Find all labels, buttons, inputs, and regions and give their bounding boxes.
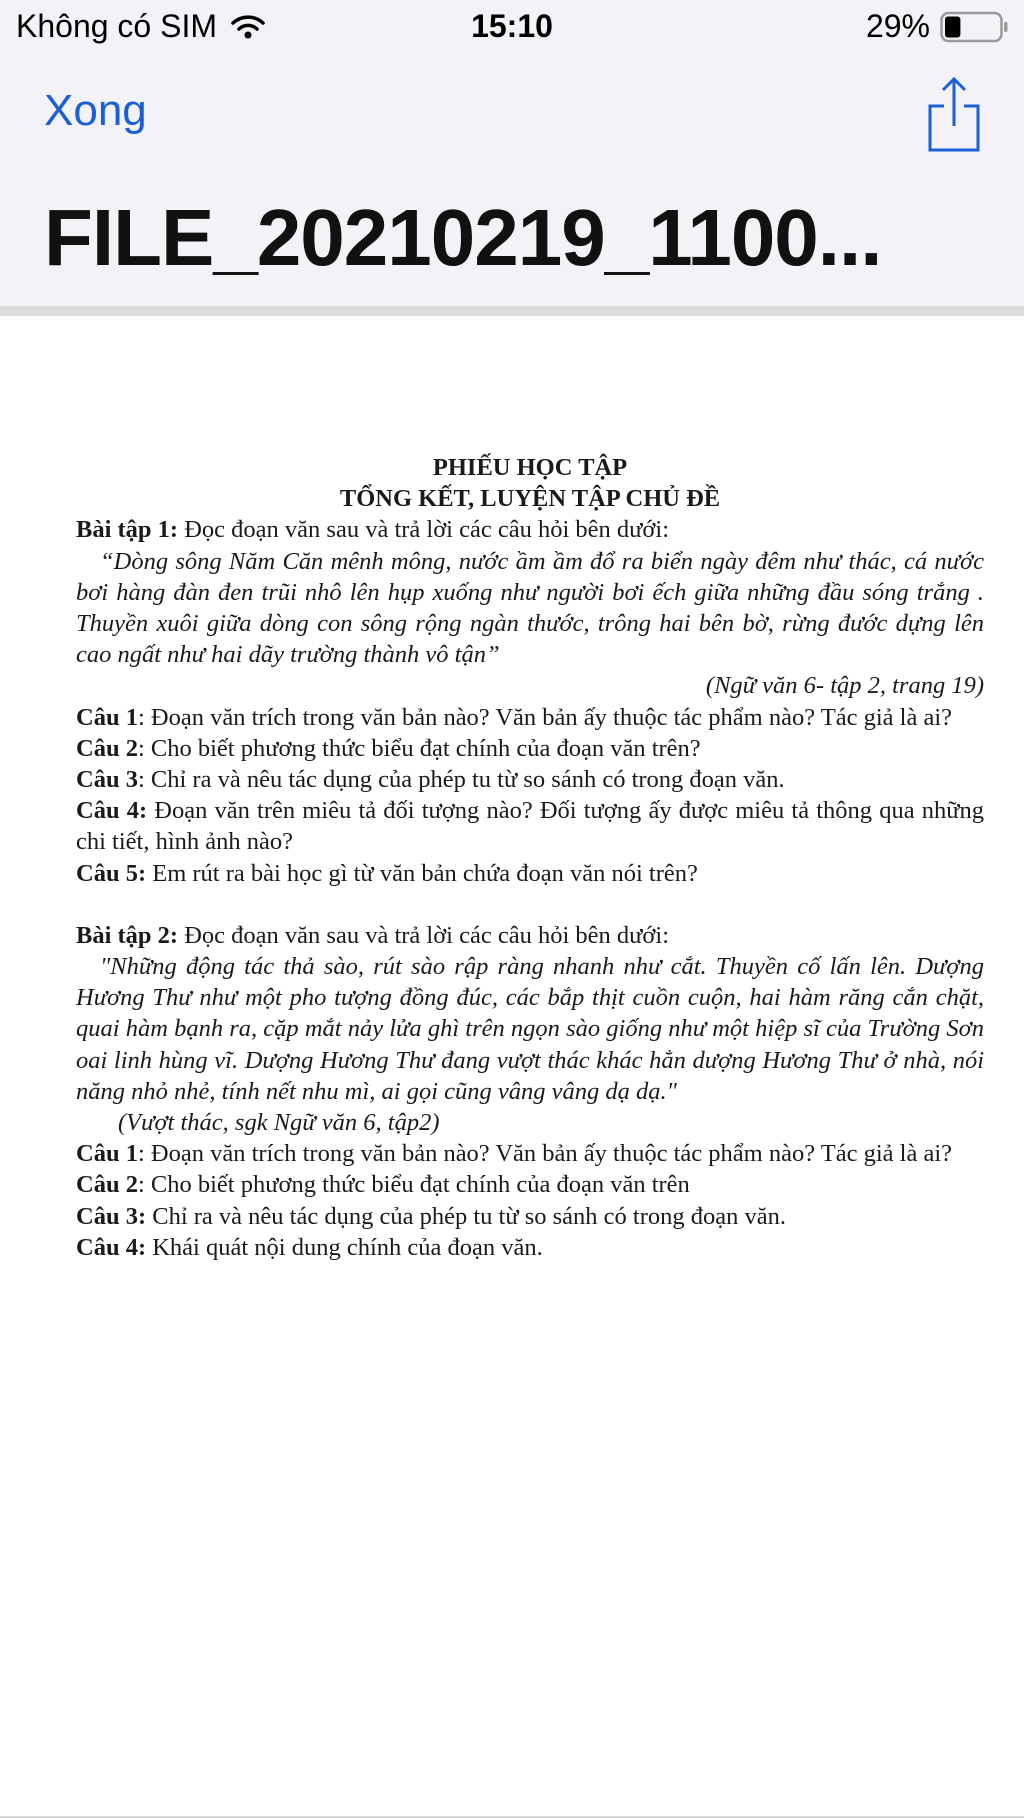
carrier-label: Không có SIM: [16, 8, 217, 44]
ex1-question: [76, 858, 984, 889]
question-label: Câu 5:: [76, 859, 147, 887]
ex1-question: [76, 764, 984, 795]
ex2-question: [76, 1232, 984, 1263]
question-label: Câu 3:: [76, 1202, 147, 1230]
question-label: Câu 3: [76, 766, 138, 794]
exercise-1-instruction-text: Đọc đoạn văn sau và trả lời các câu hỏi bên dưới:: [178, 516, 670, 544]
ex1-question: [76, 702, 984, 733]
status-time: 15:10: [471, 8, 553, 44]
status-bar: [0, 0, 1024, 56]
question-text: : Đoạn văn trích trong văn bản nào? Văn bản ấy thuộc tác phẩm nào? Tác giả là ai?: [137, 703, 953, 731]
question-text: Em rút ra bài học gì từ văn bản chứa đoạn văn nói trên?: [146, 859, 698, 887]
ex2-question: [76, 1138, 984, 1169]
done-button[interactable]: Xong: [44, 86, 147, 135]
ex1-question: [76, 795, 984, 857]
share-icon[interactable]: [926, 76, 982, 152]
exercise-2-passage: "Những động tác thả sào, rút sào rập ràng nhanh như cắt. Thuyền cố lấn lên. Dượng Hương Thư như một pho tượng đồng đúc, các bắp thịt cuồn cuộn, hai hàm răng cắn chặt, quai hàm bạnh ra, cặp mắt nảy lửa ghì trên ngọn sào giống như một hiệp sĩ của Trường Sơn oai linh hùng vĩ. Dượng Hương Thư đang vượt thác khác hẳn dượng Hương Thư ở nhà, nói năng nhỏ nhẻ, tính nết nhu mì, ai gọi cũng vâng vâng dạ dạ.": [76, 953, 984, 1105]
document-title: FILE_20210219_1100...: [44, 193, 882, 282]
question-text: : Chỉ ra và nêu tác dụng của phép tu từ so sánh có trong đoạn văn.: [137, 766, 785, 794]
question-label: Câu 4:: [76, 797, 148, 825]
question-label: Câu 1: [76, 1140, 138, 1168]
question-label: Câu 1: [76, 703, 138, 731]
battery-percentage: 29%: [865, 8, 930, 44]
section-gap: [76, 889, 984, 920]
ex2-question: [76, 1169, 984, 1200]
exercise-2-source: (Vượt thác, sgk Ngữ văn 6, tập2): [118, 1109, 440, 1137]
exercise-1-label: Bài tập 1:: [76, 516, 179, 544]
exercise-1-source: (Ngữ văn 6- tập 2, trang 19): [705, 672, 984, 700]
navigation-header: [0, 0, 1024, 310]
question-text: Chỉ ra và nêu tác dụng của phép tu từ so sánh có trong đoạn văn.: [146, 1202, 787, 1230]
ex1-question: [76, 733, 984, 764]
doc-heading-1: PHIẾU HỌC TẬP: [432, 454, 628, 481]
battery-icon: [940, 11, 1008, 43]
ex2-question: [76, 1201, 984, 1232]
exercise-2-instruction-text: Đọc đoạn văn sau và trả lời các câu hỏi bên dưới:: [178, 921, 670, 949]
exercise-1-passage: “Dòng sông Năm Căn mênh mông, nước ầm ầm đổ ra biển ngày đêm như thác, cá nước bơi hàng đàn đen trũi nhô lên hụp xuống như người bơi ếch giữa những đầu sóng trắng . Thuyền xuôi giữa dòng con sông rộng ngàn thước, trông hai bên bờ, rừng đước dựng lên cao ngất như hai dãy trường thành vô tận”: [76, 547, 984, 669]
document-page[interactable]: [76, 452, 984, 1263]
exercise-2-label: Bài tập 2:: [76, 921, 179, 949]
exercise-2-instruction: [76, 920, 984, 951]
question-label: Câu 4:: [76, 1233, 147, 1261]
question-text: : Cho biết phương thức biểu đạt chính của đoạn văn trên: [137, 1171, 690, 1199]
question-text: Khái quát nội dung chính của đoạn văn.: [146, 1233, 543, 1261]
header-divider: [0, 306, 1024, 316]
bottom-divider: [0, 1816, 1024, 1818]
question-text: : Cho biết phương thức biểu đạt chính của đoạn văn trên?: [137, 734, 701, 762]
question-label: Câu 2: [76, 1171, 138, 1199]
question-text: : Đoạn văn trích trong văn bản nào? Văn bản ấy thuộc tác phẩm nào? Tác giả là ai?: [137, 1140, 953, 1168]
question-text: Đoạn văn trên miêu tả đối tượng nào? Đối tượng ấy được miêu tả thông qua những chi tiết, hình ảnh nào?: [76, 797, 984, 856]
exercise-1-instruction: [76, 514, 984, 545]
question-label: Câu 2: [76, 734, 138, 762]
battery-status: [866, 8, 1008, 45]
doc-heading-2: TỔNG KẾT, LUYỆN TẬP CHỦ ĐỀ: [339, 485, 721, 513]
